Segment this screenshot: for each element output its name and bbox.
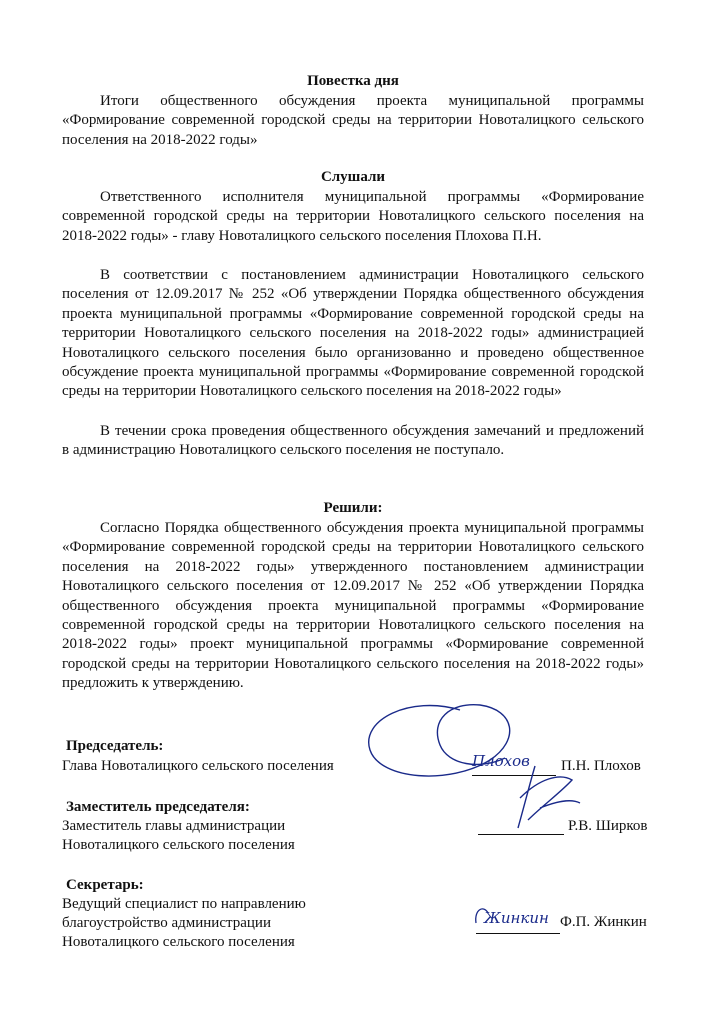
secretary-position-line-3: Новоталицкого сельского поселения: [62, 934, 295, 950]
agenda-text: Итоги общественного обсуждения проекта муниципальной программы «Формирование современной городской среды на территории Новоталицкого сельского поселения на 2018-2022 годы»: [62, 93, 644, 148]
decided-text: Согласно Порядка общественного обсуждения проекта муниципальной программы «Формирование современной городской среды на территории Новоталицкого сельского поселения на 2018-2022 годы» утвержденного постановлением администрации Новоталицкого сельского поселения от 12.09.2017 № 252 «Об утверждении Порядка общественного обсуждения проекта муниципальной программы «Формирование современной городской среды на территории Новоталицкого сельского поселения на 2018-2022 годы» проект муниципальной программы «Формирование современной городской среды на территории Новоталицкого сельского поселения на 2018-2022 годы» предложить к утверждению.: [62, 520, 644, 692]
secretary-role: Секретарь:: [66, 877, 144, 893]
deputy-role: Заместитель председателя:: [66, 799, 250, 815]
agenda-heading: Повестка дня: [307, 73, 399, 89]
secretary-position-line-2: благоустройство администрации: [62, 915, 271, 931]
deputy-position-line-2: Новоталицкого сельского поселения: [62, 837, 295, 853]
chairman-position: Глава Новоталицкого сельского поселения: [62, 758, 334, 774]
deputy-position-line-1: Заместитель главы администрации: [62, 818, 286, 834]
deputy-name: Р.В. Ширков: [568, 818, 648, 834]
secretary-position-line-1: Ведущий специалист по направлению: [62, 896, 306, 912]
deputy-signature: [480, 758, 590, 838]
heard-paragraph-1: Ответственного исполнителя муниципальной программы «Формирование современной городской среды на территории Новоталицкого сельского поселения на 2018-2022 годы» - главу Новоталицкого сельского поселения Плохова П.Н.: [62, 189, 644, 244]
chairman-signature-text: Плохов: [472, 752, 530, 770]
decided-heading: Решили:: [323, 500, 383, 516]
heard-heading: Слушали: [320, 169, 386, 185]
secretary-signature-text: Жинкин: [484, 909, 549, 927]
chairman-name: П.Н. Плохов: [561, 758, 641, 774]
heard-paragraph-2: В соответствии с постановлением администрации Новоталицкого сельского поселения от 12.09.2017 № 252 «Об утверждении Порядка общественного обсуждения проекта муниципальной программы «Формирование современной городской среды на территории Новоталицкого сельского поселения на 2018-2022 годы» администрацией Новоталицкого сельского поселения было организованно и проведено общественное обсуждение проекта муниципальной программы «Формирование современной городской среды на территории Новоталицкого сельского поселения на 2018-2022 годы»: [62, 267, 644, 400]
chairman-role: Председатель:: [66, 738, 164, 754]
secretary-signature: [470, 895, 570, 935]
heard-paragraph-3: В течении срока проведения общественного обсуждения замечаний и предложений в администрацию Новоталицкого сельского поселения не поступало.: [62, 423, 644, 459]
secretary-name: Ф.П. Жинкин: [560, 914, 647, 930]
